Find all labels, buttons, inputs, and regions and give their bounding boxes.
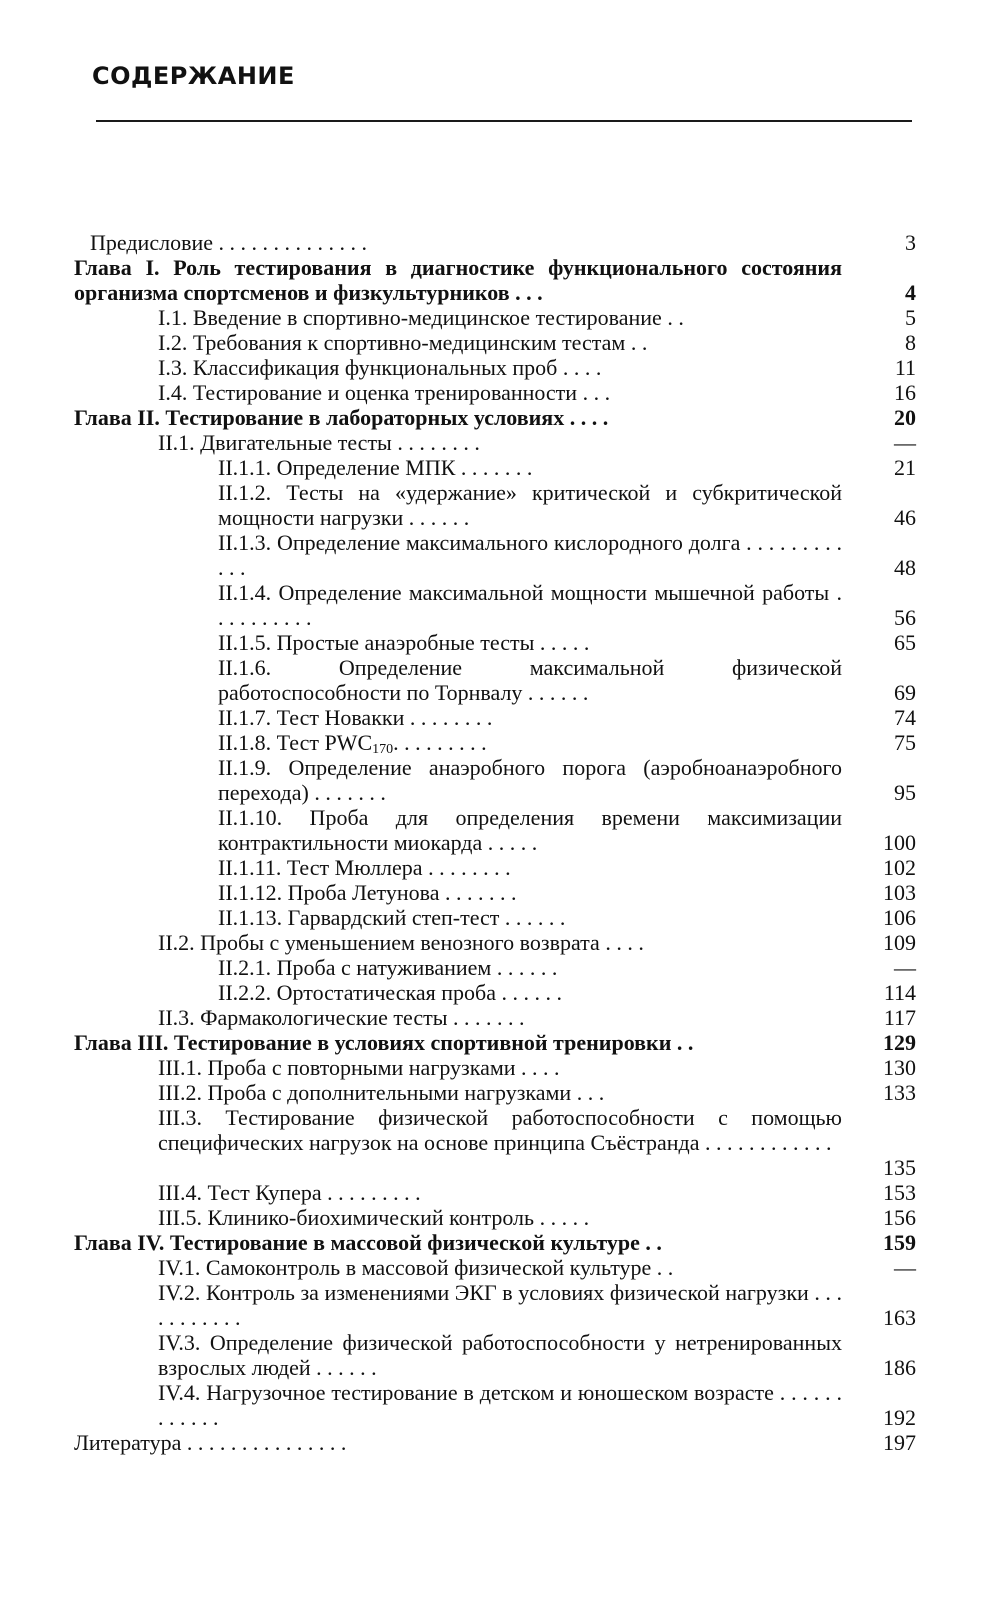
toc-entry-title: II.1.5. Простые анаэробные тесты . . . . .: [218, 630, 590, 655]
toc-entry: [74, 1330, 916, 1380]
toc-entry-title: IV.1. Самоконтроль в массовой физической культуре . .: [158, 1255, 674, 1280]
toc-entry-title: IV.2. Контроль за изменениями ЭКГ в условиях физической нагрузки . . . . . . . . . . .: [158, 1280, 842, 1330]
toc-entry: [74, 955, 916, 980]
toc-page-number: 103: [883, 880, 916, 905]
toc-page-number: 109: [883, 930, 916, 955]
toc-entry: [74, 1205, 916, 1230]
toc-entry: [74, 655, 916, 705]
toc-entry: [74, 330, 916, 355]
toc-entry: [74, 630, 916, 655]
toc-page-number: 133: [883, 1080, 916, 1105]
toc-page-number: 5: [905, 305, 916, 330]
toc-entry-subscript: 170: [372, 742, 394, 757]
toc-entry-title: II.1.10. Проба для определения времени максимизации контрактильности миокарда . . . . .: [218, 805, 842, 855]
toc-page-number: 130: [883, 1055, 916, 1080]
toc-page-number: 46: [894, 505, 916, 530]
toc-entry: [74, 1105, 916, 1180]
toc-entry-title: III.1. Проба с повторными нагрузками . . . .: [158, 1055, 560, 1080]
toc-entry: [74, 305, 916, 330]
toc-page-number: 48: [894, 555, 916, 580]
toc-page-number: 102: [883, 855, 916, 880]
toc-entry-title: I.4. Тестирование и оценка тренированности . . .: [158, 380, 611, 405]
toc-entry: [74, 1055, 916, 1080]
toc-page-number: 129: [883, 1030, 916, 1055]
table-of-contents: [74, 230, 916, 1455]
toc-page-number: 197: [883, 1430, 916, 1455]
toc-entry: [74, 905, 916, 930]
toc-entry: [74, 1380, 916, 1430]
toc-page-number: 156: [883, 1205, 916, 1230]
toc-page-number: 192: [883, 1405, 916, 1430]
toc-entry: [74, 430, 916, 455]
toc-entry-title: III.5. Клинико-биохимический контроль . . . . .: [158, 1205, 590, 1230]
toc-entry-title: III.3. Тестирование физической работоспособности с помощью специфических нагрузок на основе принципа Съёстранда . . . . . . . . . . . .: [158, 1105, 842, 1155]
toc-page-number: 163: [883, 1305, 916, 1330]
toc-page-number: 114: [883, 980, 916, 1005]
toc-entry-title-main: II.1.8. Тест PWC: [218, 730, 373, 755]
toc-entry-title: I.1. Введение в спортивно-медицинское тестирование . .: [158, 305, 684, 330]
toc-entry: [74, 880, 916, 905]
toc-page-number: —: [894, 430, 916, 455]
toc-entry: [74, 1005, 916, 1030]
toc-page-number: 3: [905, 230, 916, 255]
toc-entry: [74, 580, 916, 630]
toc-entry: [74, 1030, 916, 1055]
toc-entry: [74, 480, 916, 530]
toc-entry-title: II.3. Фармакологические тесты . . . . . . .: [158, 1005, 525, 1030]
toc-page-number: —: [894, 955, 916, 980]
toc-entry: [74, 730, 916, 755]
toc-entry: [74, 855, 916, 880]
toc-page-number: 135: [883, 1155, 916, 1180]
toc-entry-title: Литература . . . . . . . . . . . . . . .: [74, 1430, 347, 1455]
toc-entry: [74, 1280, 916, 1330]
toc-entry-title: III.2. Проба с дополнительными нагрузками . . .: [158, 1080, 605, 1105]
toc-entry-title: II.1.9. Определение анаэробного порога (аэробноанаэробного перехода) . . . . . . .: [218, 755, 842, 805]
toc-entry-title: Глава III. Тестирование в условиях спортивной тренировки . .: [74, 1030, 694, 1055]
toc-entry: [74, 380, 916, 405]
toc-entry: [74, 755, 916, 805]
toc-entry-title: II.2.2. Ортостатическая проба . . . . . .: [218, 980, 562, 1005]
toc-page-number: 95: [894, 780, 916, 805]
toc-page-number: 153: [883, 1180, 916, 1205]
toc-entry: [74, 1080, 916, 1105]
page-title: СОДЕРЖАНИЕ: [92, 62, 295, 90]
toc-entry: [74, 1255, 916, 1280]
toc-entry: [74, 530, 916, 580]
toc-page-number: 69: [894, 680, 916, 705]
toc-entry: [74, 1430, 916, 1455]
toc-entry-title: III.4. Тест Купера . . . . . . . . .: [158, 1180, 421, 1205]
toc-entry: [74, 1180, 916, 1205]
toc-entry-title: Глава I. Роль тестирования в диагностике функционального состояния организма спортсменов и физкультурников . . .: [74, 255, 842, 305]
toc-page-number: 11: [894, 355, 916, 380]
toc-page-number: 186: [883, 1355, 916, 1380]
toc-entry-title: I.3. Классификация функциональных проб . . . .: [158, 355, 602, 380]
toc-entry: [74, 455, 916, 480]
toc-entry: [74, 805, 916, 855]
title-divider: [96, 120, 912, 122]
toc-entry-title: II.1.4. Определение максимальной мощности мышечной работы . . . . . . . . . .: [218, 580, 842, 630]
toc-page-number: 65: [894, 630, 916, 655]
toc-entry: [74, 705, 916, 730]
toc-entry-title: II.1. Двигательные тесты . . . . . . . .: [158, 430, 480, 455]
toc-entry-leader: . . . . . . . . .: [393, 730, 487, 755]
toc-entry: [74, 930, 916, 955]
toc-entry-title: Глава IV. Тестирование в массовой физической культуре . .: [74, 1230, 662, 1255]
toc-page-number: 21: [894, 455, 916, 480]
toc-entry-title: Глава II. Тестирование в лабораторных условиях . . . .: [74, 405, 609, 430]
toc-page-number: 16: [894, 380, 916, 405]
toc-page-number: 75: [894, 730, 916, 755]
toc-entry: [74, 980, 916, 1005]
toc-entry-title: II.1.7. Тест Новакки . . . . . . . .: [218, 705, 493, 730]
toc-entry-title: II.1.12. Проба Летунова . . . . . . .: [218, 880, 517, 905]
toc-page-number: 20: [894, 405, 916, 430]
toc-page-number: 56: [894, 605, 916, 630]
toc-entry: [74, 1230, 916, 1255]
toc-entry-title: I.2. Требования к спортивно-медицинским тестам . .: [158, 330, 648, 355]
toc-page-number: —: [894, 1255, 916, 1280]
toc-page-number: 117: [883, 1005, 916, 1030]
toc-entry: [74, 405, 916, 430]
toc-entry-title: IV.4. Нагрузочное тестирование в детском и юношеском возрасте . . . . . . . . . . . .: [158, 1380, 842, 1430]
toc-entry-title: Предисловие . . . . . . . . . . . . . .: [90, 230, 367, 255]
toc-entry-title: IV.3. Определение физической работоспособности у нетренированных взрослых людей . . . . . .: [158, 1330, 842, 1380]
toc-page-number: 4: [905, 280, 916, 305]
toc-entry-title: II.2.1. Проба с натуживанием . . . . . .: [218, 955, 558, 980]
toc-entry-title: II.2. Пробы с уменьшением венозного возврата . . . .: [158, 930, 644, 955]
toc-entry-title: II.1.3. Определение максимального кислородного долга . . . . . . . . . . . .: [218, 530, 842, 580]
toc-entry-title: II.1.6. Определение максимальной физической работоспособности по Торнвалу . . . . . .: [218, 655, 842, 705]
toc-entry: [74, 230, 916, 255]
toc-entry-title: II.1.1. Определение МПК . . . . . . .: [218, 455, 533, 480]
toc-entry-title: II.1.13. Гарвардский степ-тест . . . . . .: [218, 905, 566, 930]
toc-page-number: 159: [883, 1230, 916, 1255]
toc-entry-title: II.1.11. Тест Мюллера . . . . . . . .: [218, 855, 511, 880]
toc-page-number: 106: [883, 905, 916, 930]
toc-entry: [74, 255, 916, 305]
toc-page-number: 8: [905, 330, 916, 355]
toc-page-number: 74: [894, 705, 916, 730]
toc-page-number: 100: [883, 830, 916, 855]
toc-entry-title: II.1.2. Тесты на «удержание» критической и субкритической мощности нагрузки . . . . . .: [218, 480, 842, 530]
toc-entry: [74, 355, 916, 380]
